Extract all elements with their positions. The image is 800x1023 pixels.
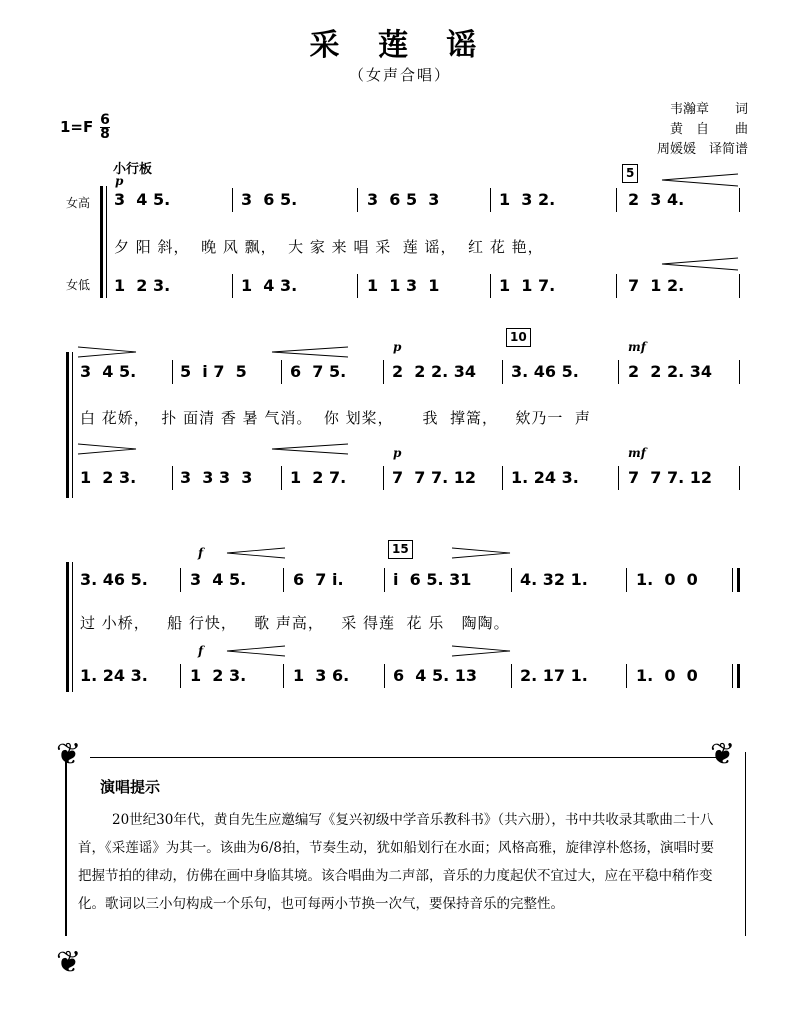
lyrics-line-2: 白 花娇， 扑 面清 香 暑 气消。 你 划桨， 我 撑篙， 欸乃一 声	[80, 409, 591, 427]
barline	[383, 360, 384, 384]
rehearsal-mark-10: 10	[506, 328, 531, 347]
barline	[502, 360, 503, 384]
lyrics-line-3: 过 小桥， 船 行快， 歌 声高， 采 得莲 花 乐 陶陶。	[80, 614, 510, 632]
barline	[180, 664, 181, 688]
soprano-measure: 3 6 5 3	[367, 190, 440, 209]
crescendo-hairpin	[225, 546, 287, 560]
soprano-measure: 2 2 2. 34	[628, 362, 713, 381]
soprano-measure: 6 7 i.	[293, 570, 344, 589]
ornament-top-right-icon: ❦	[710, 737, 736, 772]
barline	[490, 188, 491, 212]
decrescendo-hairpin	[450, 546, 512, 560]
ornament-bottom-left-icon: ❦	[56, 945, 82, 980]
barline	[616, 188, 617, 212]
barline	[739, 188, 740, 212]
barline	[172, 360, 173, 384]
alto-measure: 1 2 3.	[190, 666, 247, 685]
dynamic-p: p	[115, 174, 124, 188]
soprano-measure: 3 4 5.	[190, 570, 247, 589]
barline	[490, 274, 491, 298]
tempo-marking: 小行板	[113, 162, 153, 177]
barline	[626, 568, 627, 592]
composer-credit: 黄 自 曲	[669, 122, 748, 137]
final-barline	[732, 664, 733, 688]
barline	[180, 568, 181, 592]
final-barline-thick	[737, 568, 740, 592]
system-bracket	[66, 562, 69, 692]
barline	[172, 466, 173, 490]
barline	[283, 568, 284, 592]
dynamic-f: f	[198, 546, 204, 560]
alto-measure: 1 1 7.	[499, 276, 556, 295]
alto-measure: 3 3 3 3	[180, 468, 253, 487]
time-signature	[100, 114, 110, 141]
dynamic-mf: mf	[628, 446, 646, 460]
alto-measure: 6 4 5. 13	[393, 666, 478, 685]
decrescendo-hairpin	[76, 442, 138, 456]
crescendo-hairpin	[660, 172, 740, 188]
dynamic-p: p	[393, 340, 402, 354]
soprano-measure: 3 4 5.	[114, 190, 171, 209]
barline	[739, 466, 740, 490]
alto-measure: 1. 0 0	[636, 666, 698, 685]
part-label-alto: 女低	[66, 278, 91, 292]
alto-measure: 7 7 7. 12	[392, 468, 477, 487]
alto-measure: 7 7 7. 12	[628, 468, 713, 487]
alto-measure: 7 1 2.	[628, 276, 685, 295]
meter-top: 6	[100, 112, 110, 128]
song-title: 采 莲 谣	[309, 28, 491, 63]
barline	[232, 274, 233, 298]
barline	[739, 274, 740, 298]
soprano-measure: 5 i 7 5	[180, 362, 247, 381]
crescendo-hairpin	[225, 644, 287, 658]
barline	[511, 568, 512, 592]
system-bracket	[66, 352, 69, 498]
alto-measure: 1 4 3.	[241, 276, 298, 295]
barline	[281, 360, 282, 384]
decrescendo-hairpin	[76, 345, 138, 359]
dynamic-p: p	[393, 446, 402, 460]
final-barline	[732, 568, 733, 592]
barline	[283, 664, 284, 688]
system-line	[72, 562, 73, 692]
alto-measure: 1. 24 3.	[80, 666, 148, 685]
alto-measure: 1 2 7.	[290, 468, 347, 487]
barline	[511, 664, 512, 688]
transcriber-credit: 周媛媛 译简谱	[656, 142, 748, 157]
dynamic-mf: mf	[628, 340, 646, 354]
rehearsal-mark-5: 5	[622, 164, 638, 183]
barline	[502, 466, 503, 490]
barline	[739, 360, 740, 384]
alto-measure: 1 1 3 1	[367, 276, 440, 295]
barline	[232, 188, 233, 212]
soprano-measure: 3 4 5.	[80, 362, 137, 381]
system-line	[106, 186, 107, 298]
barline	[357, 188, 358, 212]
part-label-soprano: 女高	[66, 196, 91, 210]
barline	[626, 664, 627, 688]
alto-measure: 1 2 3.	[80, 468, 137, 487]
soprano-measure: 6 7 5.	[290, 362, 347, 381]
barline	[281, 466, 282, 490]
lyrics-line-1: 夕 阳 斜， 晚 风 飘， 大 家 来 唱 采 莲 谣， 红 花 艳，	[114, 238, 544, 256]
rehearsal-mark-15: 15	[388, 540, 413, 559]
crescendo-hairpin	[270, 442, 350, 456]
soprano-measure: 3. 46 5.	[80, 570, 148, 589]
barline	[618, 466, 619, 490]
soprano-measure: i 6 5. 31	[393, 570, 472, 589]
song-subtitle: （女声合唱）	[348, 66, 451, 84]
barline	[383, 466, 384, 490]
barline	[618, 360, 619, 384]
soprano-measure: 2 3 4.	[628, 190, 685, 209]
alto-measure: 1 3 6.	[293, 666, 350, 685]
crescendo-hairpin	[270, 345, 350, 359]
ornament-top-left-icon: ❦	[56, 737, 82, 772]
soprano-measure: 3 6 5.	[241, 190, 298, 209]
tips-heading: 演唱提示	[100, 778, 161, 796]
barline	[384, 664, 385, 688]
barline	[616, 274, 617, 298]
decrescendo-hairpin	[450, 644, 512, 658]
dynamic-f: f	[198, 644, 204, 658]
soprano-measure: 3. 46 5.	[511, 362, 579, 381]
system-line	[72, 352, 73, 498]
final-barline-thick	[737, 664, 740, 688]
alto-measure: 1 2 3.	[114, 276, 171, 295]
system-bracket	[100, 186, 103, 298]
meter-bottom: 8	[100, 126, 110, 142]
soprano-measure: 2 2 2. 34	[392, 362, 477, 381]
key-signature: 1=F	[60, 118, 94, 136]
lyricist-credit: 韦瀚章 词	[669, 102, 748, 117]
tips-body: 20世纪30年代，黄自先生应邀编写《复兴初级中学音乐教科书》（共六册），书中共收录其歌曲二十八首，《采莲谣》为其一。该曲为6/8拍，节奏生动，犹如船划行在水面；风格高雅，旋律淳朴悠扬，演唱时要把握节拍的律动，仿佛在画中身临其境。该合唱曲为二声部，音乐的力度起伏不宜过大，应在平稳中稍作变化。歌词以三小句构成一个乐句，也可每两小节换一次气，要保持音乐的完整性。	[78, 812, 714, 912]
soprano-measure: 4. 32 1.	[520, 570, 588, 589]
crescendo-hairpin	[660, 256, 740, 272]
barline	[384, 568, 385, 592]
soprano-measure: 1. 0 0	[636, 570, 698, 589]
soprano-measure: 1 3 2.	[499, 190, 556, 209]
barline	[357, 274, 358, 298]
alto-measure: 1. 24 3.	[511, 468, 579, 487]
alto-measure: 2. 17 1.	[520, 666, 588, 685]
